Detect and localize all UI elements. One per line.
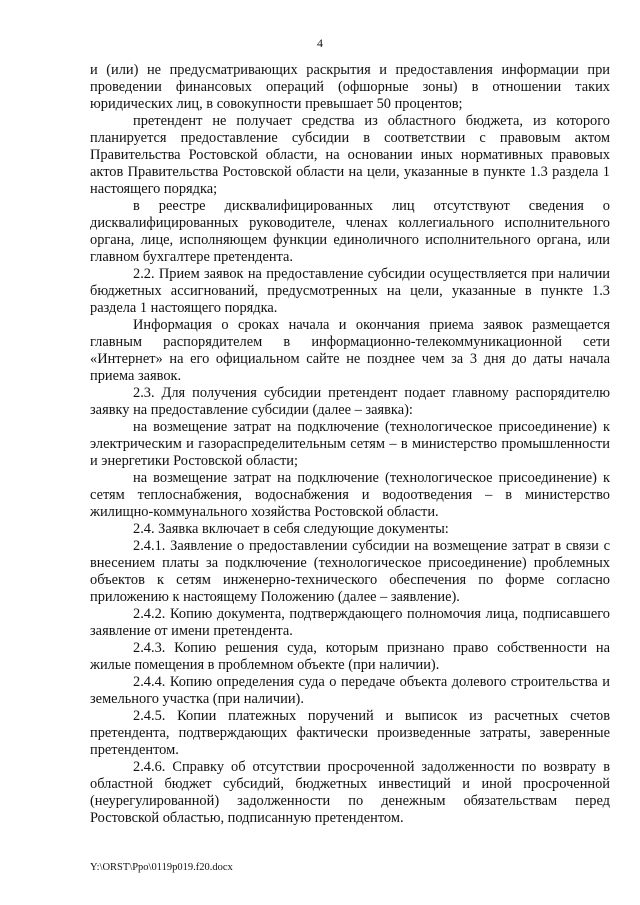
page-number: 4 (317, 36, 323, 50)
paragraph: на возмещение затрат на подключение (технологическое присоединение) к сетям теплоснабжения, водоснабжения и водоотведения – в министерство жилищно-коммунального хозяйства Ростовской области. (90, 470, 610, 520)
paragraph: 2.4. Заявка включает в себя следующие документы: (133, 521, 449, 537)
document-body (90, 62, 610, 827)
paragraph: 2.4.2. Копию документа, подтверждающего полномочия лица, подписавшего заявление от имени претендента. (90, 606, 610, 639)
file-path-footer: Y:\ORST\Ppo\0119p019.f20.docx (90, 862, 233, 873)
paragraph: и (или) не предусматривающих раскрытия и предоставления информации при проведении финансовых операций (офшорные зоны) в отношении таких юридических лиц, в совокупности превышает 50 процентов; (90, 62, 610, 112)
paragraph: в реестре дисквалифицированных лиц отсутствуют сведения о дисквалифицированных руководителе, членах коллегиального исполнительного органа, лице, исполняющем функции единоличного исполнительного органа, или главном бухгалтере претендента. (90, 198, 610, 265)
paragraph: 2.4.3. Копию решения суда, которым признано право собственности на жилые помещения в проблемном объекте (при наличии). (90, 640, 610, 673)
paragraph: 2.2. Прием заявок на предоставление субсидии осуществляется при наличии бюджетных ассигнований, предусмотренных на цели, указанные в пункте 1.3 раздела 1 настоящего порядка. (90, 266, 610, 316)
paragraph: 2.4.4. Копию определения суда о передаче объекта долевого строительства и земельного участка (при наличии). (90, 674, 610, 707)
paragraph: претендент не получает средства из областного бюджета, из которого планируется предоставление субсидии в соответствии с правовым актом Правительства Ростовской области, на основании иных нормативных правовых актов Правительства Ростовской области на цели, указанные в пункте 1.3 раздела 1 настоящего порядка; (90, 113, 610, 197)
paragraph: 2.4.1. Заявление о предоставлении субсидии на возмещение затрат в связи с внесением платы за подключение (технологическое присоединение) проблемных объектов к сетям инженерно-технического обеспечения по форме согласно приложению к настоящему Положению (далее – заявление). (90, 538, 610, 605)
paragraph: 2.3. Для получения субсидии претендент подает главному распорядителю заявку на предоставление субсидии (далее – заявка): (90, 385, 610, 418)
paragraph: на возмещение затрат на подключение (технологическое присоединение) к электрическим и газораспределительным сетям – в министерство промышленности и энергетики Ростовской области; (90, 419, 610, 469)
paragraph: 2.4.5. Копии платежных поручений и выписок из расчетных счетов претендента, подтверждающих фактически произведенные затраты, заверенные претендентом. (90, 708, 610, 758)
paragraph: Информация о сроках начала и окончания приема заявок размещается главным распорядителем в информационно-телекоммуникационной сети «Интернет» на его официальном сайте не позднее чем за 3 дня до даты начала приема заявок. (90, 317, 610, 384)
paragraph: 2.4.6. Справку об отсутствии просроченной задолженности по возврату в областной бюджет субсидий, бюджетных инвестиций и иной просроченной (неурегулированной) задолженности по денежным обязательствам перед Ростовской областью, подписанную претендентом. (90, 759, 610, 826)
